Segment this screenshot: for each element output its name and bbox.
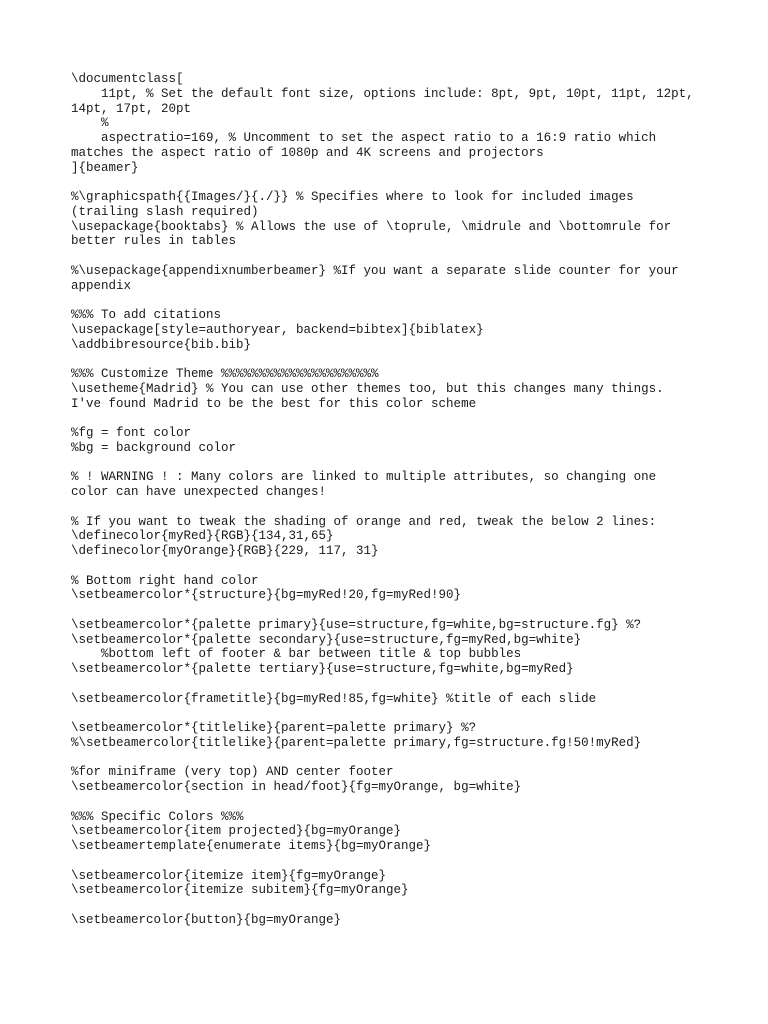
code-line: \setbeamercolor{itemize item}{fg=myOrange}: [71, 868, 387, 883]
code-line: \definecolor{myOrange}{RGB}{229, 117, 31}: [71, 544, 379, 558]
code-line: \setbeamercolor*{palette secondary}{use=structure,fg=myRed,bg=white}: [71, 632, 582, 647]
code-line: \documentclass[: [71, 72, 184, 86]
code-line: %bg = background color: [71, 440, 237, 455]
code-line: matches the aspect ratio of 1080p and 4K screens and projectors: [71, 145, 544, 160]
blank-line: [71, 411, 711, 426]
code-line: %: [71, 116, 109, 131]
code-line: color can have unexpected changes!: [71, 485, 327, 499]
code-line: 14pt, 17pt, 20pt: [71, 101, 192, 116]
code-line: % Bottom right hand color: [71, 573, 259, 588]
code-line: appendix: [71, 278, 132, 293]
code-line: %fg = font color: [71, 426, 192, 440]
code-line: \setbeamertemplate{enumerate items}{bg=myOrange}: [71, 839, 432, 853]
code-line: \usetheme{Madrid} % You can use other themes too, but this changes many things.: [71, 381, 664, 396]
code-line: 11pt, % Set the default font size, options include: 8pt, 9pt, 10pt, 11pt, 12pt,: [71, 86, 694, 101]
code-line: \setbeamercolor{button}{bg=myOrange}: [71, 912, 342, 927]
code-line: %\setbeamercolor{titlelike}{parent=palette primary,fg=structure.fg!50!myRed}: [71, 735, 642, 750]
blank-line: [71, 500, 711, 515]
code-line: \setbeamercolor{section in head/foot}{fg=myOrange, bg=white}: [71, 780, 522, 794]
code-line: \setbeamercolor*{structure}{bg=myRed!20,fg=myRed!90}: [71, 588, 462, 603]
code-line: % If you want to tweak the shading of orange and red, tweak the below 2 lines:: [71, 514, 657, 529]
code-line: \setbeamercolor{item projected}{bg=myOrange}: [71, 824, 402, 839]
code-line: ]{beamer}: [71, 160, 139, 175]
code-line: \setbeamercolor*{palette primary}{use=structure,fg=white,bg=structure.fg} %?: [71, 617, 642, 632]
code-line: %bottom left of footer & bar between title & top bubbles: [71, 647, 522, 662]
code-line: \definecolor{myRed}{RGB}{134,31,65}: [71, 529, 334, 544]
blank-line: [71, 352, 711, 367]
code-document: [71, 72, 711, 928]
blank-line: [71, 456, 711, 471]
code-line: \setbeamercolor*{palette tertiary}{use=structure,fg=white,bg=myRed}: [71, 662, 574, 676]
code-line: %\usepackage{appendixnumberbeamer} %If you want a separate slide counter for your: [71, 263, 679, 278]
code-line: %%% To add citations: [71, 308, 222, 322]
code-line: aspectratio=169, % Uncomment to set the aspect ratio to a 16:9 ratio which: [71, 131, 657, 145]
blank-line: [71, 293, 711, 308]
code-line: %%% Customize Theme %%%%%%%%%%%%%%%%%%%%%: [71, 367, 379, 381]
blank-line: [71, 175, 711, 190]
code-line: \setbeamercolor*{titlelike}{parent=palette primary} %?: [71, 721, 477, 735]
code-line: \usepackage[style=authoryear, backend=bibtex]{biblatex}: [71, 322, 484, 337]
code-line: I've found Madrid to be the best for this color scheme: [71, 396, 477, 411]
code-line: %\graphicspath{{Images/}{./}} % Specifies where to look for included images: [71, 190, 634, 204]
blank-line: [71, 603, 711, 618]
code-line: \usepackage{booktabs} % Allows the use of \toprule, \midrule and \bottomrule for: [71, 219, 672, 234]
blank-line: [71, 898, 711, 913]
code-line: better rules in tables: [71, 234, 237, 249]
blank-line: [71, 677, 711, 692]
code-line: \setbeamercolor{itemize subitem}{fg=myOrange}: [71, 883, 409, 898]
blank-line: [71, 854, 711, 869]
code-line: \setbeamercolor{frametitle}{bg=myRed!85,fg=white} %title of each slide: [71, 691, 597, 706]
code-line: %%% Specific Colors %%%: [71, 809, 244, 824]
code-line: \addbibresource{bib.bib}: [71, 337, 252, 352]
blank-line: [71, 249, 711, 264]
blank-line: [71, 559, 711, 574]
blank-line: [71, 751, 711, 766]
code-line: (trailing slash required): [71, 204, 259, 219]
blank-line: [71, 706, 711, 721]
code-line: %for miniframe (very top) AND center footer: [71, 765, 394, 780]
code-line: % ! WARNING ! : Many colors are linked to multiple attributes, so changing one: [71, 470, 657, 485]
blank-line: [71, 795, 711, 810]
